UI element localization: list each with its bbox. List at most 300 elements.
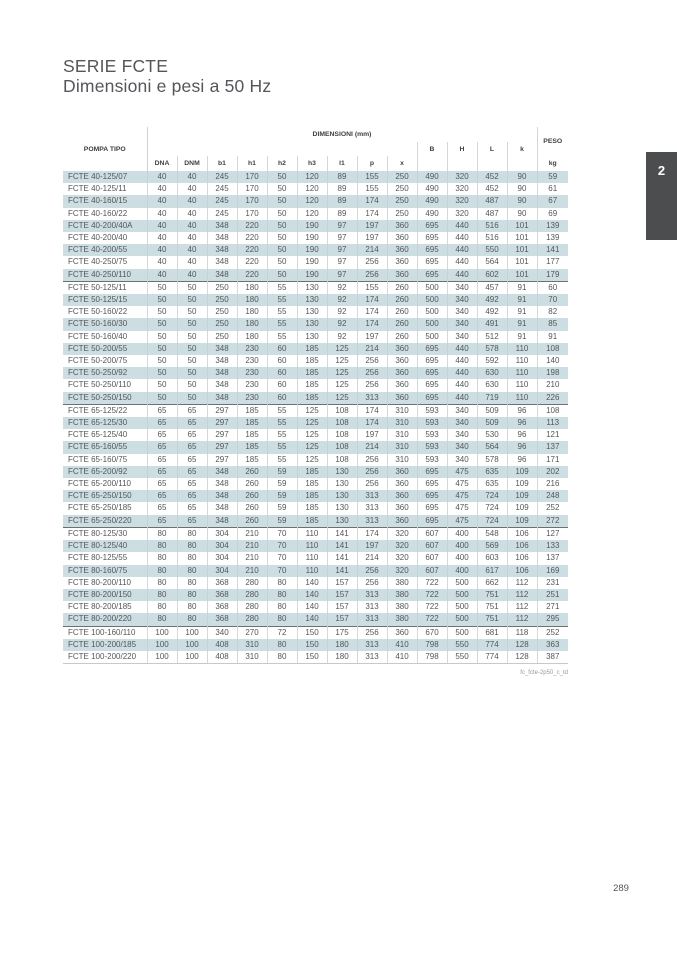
value-cell: 475 [447,515,477,528]
header-x: x [387,156,417,171]
value-cell: 70 [267,552,297,564]
value-cell: 141 [537,244,568,256]
value-cell: 320 [387,540,417,552]
value-cell: 190 [297,220,327,232]
value-cell: 125 [327,392,357,405]
value-cell: 214 [357,244,387,256]
value-cell: 80 [147,577,177,589]
value-cell: 185 [297,343,327,355]
value-cell: 320 [387,552,417,564]
value-cell: 40 [147,256,177,268]
value-cell: 110 [297,565,327,577]
value-cell: 724 [477,490,507,502]
value-cell: 360 [387,256,417,268]
value-cell: 89 [327,208,357,220]
value-cell: 112 [507,601,537,613]
value-cell: 593 [417,404,447,417]
value-cell: 50 [267,244,297,256]
header-k: k [507,142,537,156]
value-cell: 50 [147,294,177,306]
header-gap [477,156,507,171]
value-cell: 50 [267,232,297,244]
value-cell: 230 [237,379,267,391]
value-cell: 120 [297,183,327,195]
value-cell: 492 [477,306,507,318]
value-cell: 256 [357,466,387,478]
value-cell: 40 [147,171,177,183]
value-cell: 313 [357,490,387,502]
value-cell: 220 [237,220,267,232]
pump-type-cell: FCTE 65-160/55 [63,441,147,453]
value-cell: 97 [327,256,357,268]
value-cell: 140 [297,589,327,601]
value-cell: 635 [477,466,507,478]
value-cell: 60 [267,367,297,379]
table-row [63,355,568,367]
value-cell: 50 [177,379,207,391]
value-cell: 490 [417,183,447,195]
value-cell: 185 [297,392,327,405]
value-cell: 61 [537,183,568,195]
value-cell: 59 [267,466,297,478]
table-row [63,232,568,244]
value-cell: 157 [327,613,357,626]
value-cell: 695 [417,220,447,232]
value-cell: 500 [447,626,477,639]
value-cell: 695 [417,392,447,405]
value-cell: 256 [357,379,387,391]
value-cell: 440 [447,392,477,405]
value-cell: 348 [207,269,237,282]
value-cell: 106 [507,552,537,564]
table-row [63,639,568,651]
value-cell: 440 [447,367,477,379]
value-cell: 133 [537,540,568,552]
value-cell: 100 [147,639,177,651]
value-cell: 185 [237,404,267,417]
value-cell: 59 [267,478,297,490]
value-cell: 440 [447,220,477,232]
value-cell: 252 [537,502,568,514]
value-cell: 128 [507,639,537,651]
value-cell: 180 [237,331,267,343]
value-cell: 106 [507,527,537,540]
value-cell: 65 [147,515,177,528]
value-cell: 774 [477,639,507,651]
value-cell: 80 [147,527,177,540]
value-cell: 500 [447,601,477,613]
value-cell: 400 [447,527,477,540]
value-cell: 139 [537,220,568,232]
value-cell: 125 [327,355,357,367]
value-cell: 50 [147,379,177,391]
pump-type-cell: FCTE 40-125/07 [63,171,147,183]
value-cell: 348 [207,343,237,355]
value-cell: 50 [177,343,207,355]
value-cell: 50 [177,367,207,379]
value-cell: 313 [357,589,387,601]
value-cell: 55 [267,331,297,343]
value-cell: 340 [447,441,477,453]
value-cell: 155 [357,171,387,183]
value-cell: 101 [507,220,537,232]
value-cell: 65 [177,478,207,490]
value-cell: 400 [447,540,477,552]
value-cell: 80 [267,613,297,626]
value-cell: 368 [207,601,237,613]
header-p: p [357,156,387,171]
value-cell: 125 [297,429,327,441]
value-cell: 500 [417,318,447,330]
value-cell: 313 [357,502,387,514]
value-cell: 500 [417,281,447,294]
value-cell: 313 [357,601,387,613]
pump-type-cell: FCTE 40-160/15 [63,195,147,207]
value-cell: 230 [237,355,267,367]
value-cell: 722 [417,613,447,626]
value-cell: 220 [237,244,267,256]
table-row [63,220,568,232]
value-cell: 50 [147,343,177,355]
value-cell: 313 [357,613,387,626]
value-cell: 304 [207,565,237,577]
value-cell: 65 [147,404,177,417]
value-cell: 90 [507,171,537,183]
value-cell: 50 [147,355,177,367]
value-cell: 40 [147,195,177,207]
value-cell: 256 [357,269,387,282]
value-cell: 50 [147,306,177,318]
pump-type-cell: FCTE 65-160/75 [68,454,128,464]
value-cell: 500 [447,577,477,589]
value-cell: 304 [207,540,237,552]
value-cell: 109 [507,502,537,514]
value-cell: 80 [177,601,207,613]
value-cell: 340 [447,429,477,441]
value-cell: 150 [297,626,327,639]
value-cell: 724 [477,515,507,528]
table-row [63,613,568,626]
value-cell: 190 [297,269,327,282]
pump-type-cell: FCTE 65-250/185 [68,503,132,513]
pump-type-cell: FCTE 40-200/40 [68,233,128,243]
value-cell: 310 [237,651,267,664]
header-pompa-tipo: POMPA TIPO [63,127,147,171]
value-cell: 516 [477,220,507,232]
value-cell: 65 [147,490,177,502]
value-cell: 65 [147,502,177,514]
value-cell: 50 [147,318,177,330]
value-cell: 96 [507,441,537,453]
value-cell: 55 [267,404,297,417]
value-cell: 216 [537,478,568,490]
value-cell: 130 [327,502,357,514]
value-cell: 90 [507,208,537,220]
value-cell: 475 [447,502,477,514]
value-cell: 96 [507,429,537,441]
value-cell: 210 [237,540,267,552]
value-cell: 120 [297,208,327,220]
value-cell: 139 [537,232,568,244]
value-cell: 210 [237,552,267,564]
table-row [63,281,568,294]
value-cell: 210 [237,565,267,577]
value-cell: 260 [237,502,267,514]
value-cell: 340 [447,306,477,318]
value-cell: 751 [477,589,507,601]
value-cell: 348 [207,367,237,379]
value-cell: 80 [147,601,177,613]
dimensions-table [63,127,568,664]
value-cell: 108 [327,417,357,429]
value-cell: 440 [447,269,477,282]
value-cell: 197 [357,540,387,552]
value-cell: 185 [237,454,267,466]
value-cell: 190 [297,232,327,244]
pump-type-cell: FCTE 80-200/185 [68,602,132,612]
value-cell: 40 [147,244,177,256]
value-cell: 360 [387,244,417,256]
value-cell: 695 [417,256,447,268]
value-cell: 578 [477,454,507,466]
value-cell: 60 [267,392,297,405]
value-cell: 256 [357,626,387,639]
value-cell: 40 [177,183,207,195]
section-tab-number: 2 [657,163,666,178]
value-cell: 177 [537,256,568,268]
value-cell: 722 [417,589,447,601]
value-cell: 313 [357,515,387,528]
value-cell: 516 [477,232,507,244]
value-cell: 157 [327,601,357,613]
value-cell: 50 [177,331,207,343]
value-cell: 630 [477,379,507,391]
value-cell: 220 [237,269,267,282]
value-cell: 125 [297,417,327,429]
value-cell: 603 [477,552,507,564]
value-cell: 440 [447,379,477,391]
value-cell: 50 [147,331,177,343]
value-cell: 256 [357,355,387,367]
table-body [63,171,568,664]
value-cell: 110 [507,367,537,379]
value-cell: 245 [207,208,237,220]
value-cell: 681 [477,626,507,639]
value-cell: 226 [537,392,568,405]
value-cell: 360 [387,490,417,502]
header-l: L [477,142,507,156]
pump-type-cell: FCTE 80-160/75 [63,565,147,577]
value-cell: 408 [207,639,237,651]
value-cell: 141 [327,565,357,577]
value-cell: 40 [147,232,177,244]
value-cell: 50 [177,318,207,330]
value-cell: 617 [477,565,507,577]
value-cell: 137 [537,441,568,453]
value-cell: 607 [417,540,447,552]
value-cell: 400 [447,565,477,577]
value-cell: 340 [447,331,477,343]
value-cell: 360 [387,515,417,528]
value-cell: 130 [327,490,357,502]
value-cell: 260 [387,318,417,330]
value-cell: 360 [387,232,417,244]
value-cell: 100 [177,651,207,664]
table-row [63,392,568,405]
value-cell: 250 [207,331,237,343]
value-cell: 774 [477,651,507,664]
value-cell: 91 [507,318,537,330]
value-cell: 214 [357,441,387,453]
value-cell: 751 [477,613,507,626]
table-row [63,306,568,318]
value-cell: 65 [177,515,207,528]
pump-type-cell: FCTE 40-250/75 [68,257,128,267]
value-cell: 408 [207,651,237,664]
pump-type-cell: FCTE 40-125/11 [68,184,127,194]
value-cell: 150 [297,651,327,664]
value-cell: 270 [237,626,267,639]
value-cell: 313 [357,639,387,651]
value-cell: 695 [417,466,447,478]
page-number: 289 [613,883,629,894]
pump-type-cell: FCTE 50-250/150 [63,392,147,405]
value-cell: 410 [387,639,417,651]
value-cell: 50 [177,294,207,306]
value-cell: 185 [237,429,267,441]
value-cell: 360 [387,367,417,379]
value-cell: 550 [447,651,477,664]
value-cell: 564 [477,441,507,453]
value-cell: 500 [447,613,477,626]
value-cell: 722 [417,601,447,613]
value-cell: 125 [297,454,327,466]
value-cell: 400 [447,552,477,564]
value-cell: 368 [207,589,237,601]
value-cell: 256 [357,454,387,466]
value-cell: 190 [297,256,327,268]
value-cell: 150 [297,639,327,651]
value-cell: 50 [147,367,177,379]
value-cell: 340 [447,454,477,466]
value-cell: 170 [237,195,267,207]
value-cell: 500 [417,294,447,306]
value-cell: 80 [177,577,207,589]
value-cell: 607 [417,527,447,540]
value-cell: 97 [327,220,357,232]
value-cell: 593 [417,429,447,441]
value-cell: 80 [177,589,207,601]
value-cell: 304 [207,527,237,540]
value-cell: 440 [447,232,477,244]
value-cell: 80 [267,639,297,651]
value-cell: 452 [477,171,507,183]
pump-type-cell: FCTE 40-200/40A [63,220,147,232]
value-cell: 410 [387,651,417,664]
value-cell: 80 [147,589,177,601]
value-cell: 112 [507,613,537,626]
value-cell: 65 [147,454,177,466]
value-cell: 40 [147,208,177,220]
value-cell: 67 [537,195,568,207]
value-cell: 670 [417,626,447,639]
table-row [63,589,568,601]
value-cell: 40 [177,244,207,256]
value-cell: 174 [357,318,387,330]
value-cell: 360 [387,478,417,490]
value-cell: 245 [207,183,237,195]
value-cell: 169 [537,565,568,577]
table-row [63,577,568,589]
value-cell: 509 [477,417,507,429]
value-cell: 368 [207,577,237,589]
value-cell: 125 [327,367,357,379]
value-cell: 40 [177,256,207,268]
header-h3: h3 [297,156,327,171]
pump-type-cell: FCTE 65-125/30 [63,417,147,429]
value-cell: 65 [177,404,207,417]
value-cell: 96 [507,454,537,466]
value-cell: 550 [477,244,507,256]
value-cell: 101 [507,256,537,268]
header-peso: PESO [537,127,568,156]
value-cell: 295 [537,613,568,626]
table-row [63,379,568,391]
pump-type-cell: FCTE 40-200/55 [63,244,147,256]
value-cell: 348 [207,379,237,391]
value-cell: 80 [147,565,177,577]
value-cell: 214 [357,343,387,355]
value-cell: 59 [267,502,297,514]
value-cell: 256 [357,256,387,268]
value-cell: 280 [237,589,267,601]
value-cell: 50 [267,208,297,220]
table-row [63,651,568,664]
value-cell: 85 [537,318,568,330]
table-row [63,343,568,355]
value-cell: 695 [417,478,447,490]
value-cell: 280 [237,613,267,626]
pump-type-cell: FCTE 40-160/22 [68,208,128,218]
value-cell: 90 [507,183,537,195]
value-cell: 607 [417,565,447,577]
value-cell: 65 [177,502,207,514]
value-cell: 59 [267,515,297,528]
value-cell: 174 [357,294,387,306]
value-cell: 724 [477,502,507,514]
table-row [63,454,568,466]
value-cell: 695 [417,355,447,367]
value-cell: 313 [357,651,387,664]
value-cell: 297 [207,454,237,466]
value-cell: 65 [147,429,177,441]
value-cell: 170 [237,183,267,195]
value-cell: 250 [387,171,417,183]
value-cell: 348 [207,490,237,502]
pump-type-cell: FCTE 80-125/30 [63,527,147,540]
value-cell: 59 [267,490,297,502]
value-cell: 492 [477,294,507,306]
value-cell: 72 [267,626,297,639]
header-dimensioni: DIMENSIONI (mm) [312,131,372,138]
value-cell: 440 [447,355,477,367]
value-cell: 50 [147,281,177,294]
value-cell: 100 [147,626,177,639]
value-cell: 180 [237,294,267,306]
value-cell: 380 [387,589,417,601]
value-cell: 40 [177,171,207,183]
value-cell: 50 [267,195,297,207]
